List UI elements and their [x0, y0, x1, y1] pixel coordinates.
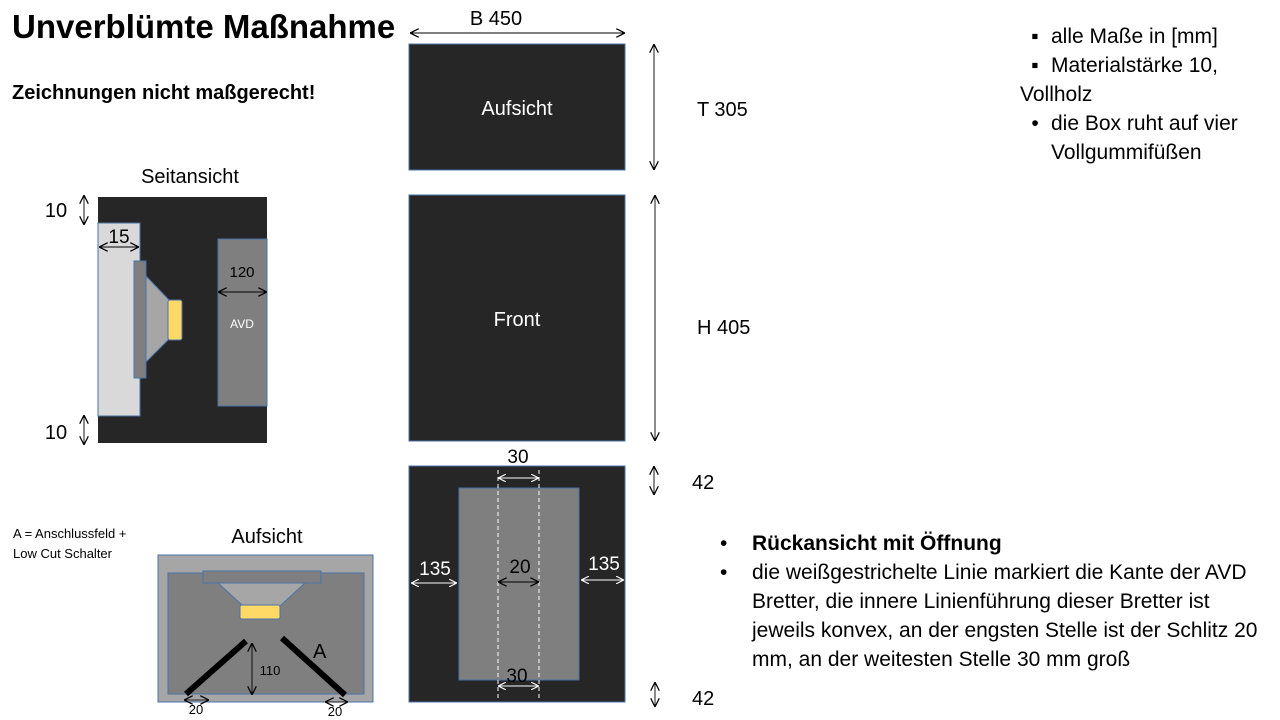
spec-note-item — [1020, 109, 1270, 167]
side-driver-dimension-label: 15 — [108, 227, 130, 248]
bottom-left-label: 20 — [188, 702, 204, 717]
bullet-icon: • — [720, 532, 728, 555]
rear-slot-top-label: 30 — [507, 447, 529, 468]
rear-right-label: 135 — [588, 554, 620, 575]
spec-note-item — [1020, 22, 1270, 51]
rear-note-text: Rückansicht mit Öffnung — [752, 532, 1002, 555]
spec-note-text: Materialstärke 10, — [1051, 54, 1218, 77]
side-avd-label: AVD — [230, 317, 254, 331]
rear-slot-mid-label: 20 — [509, 557, 531, 578]
page-title: Unverblümte Maßnahme — [12, 8, 396, 45]
rear-bottom-gap-label: 42 — [692, 688, 715, 710]
page-subtitle: Zeichnungen nicht maßgerecht! — [12, 82, 316, 104]
rear-top-gap-label: 42 — [692, 472, 715, 494]
bullet-icon: ▪ — [1031, 25, 1039, 48]
rear-left-label: 135 — [419, 559, 451, 580]
side-top-dimension-label: 10 — [44, 200, 68, 222]
legend-a: A = Anschlussfeld + Low Cut Schalter — [13, 526, 127, 561]
bullet-icon: • — [1031, 112, 1039, 135]
front-view-label: Front — [493, 309, 541, 331]
bullet-icon: • — [720, 561, 728, 584]
rear-note-text: die weißgestrichelte Linie markiert die Kante der AVD Bretter, die innere Linienführung dieser Bretter ist jeweils konvex, an der engsten Stelle ist der Schlitz 20 mm, an der weitesten Stelle 30 mm groß — [752, 561, 1258, 671]
rear-notes — [720, 529, 1260, 674]
bottom-a-label: A — [313, 641, 327, 663]
rear-note-item — [720, 558, 1260, 674]
bullet-icon: ▪ — [1031, 54, 1039, 77]
bottom-view — [158, 555, 373, 702]
spec-note-item — [1020, 51, 1270, 109]
top-view-label: Aufsicht — [481, 98, 553, 120]
bottom-view-title: Aufsicht — [231, 526, 303, 548]
bottom-driver-plate — [203, 571, 321, 583]
side-avd-dimension-label: 120 — [229, 264, 255, 281]
bottom-driver-magnet — [240, 605, 280, 619]
spec-notes — [1020, 22, 1270, 167]
front-view — [409, 195, 625, 441]
height-dimension-label: H 405 — [697, 317, 751, 339]
spec-note-wrap: Vollholz — [1020, 83, 1093, 106]
width-dimension-label: B 450 — [469, 8, 523, 30]
spec-note-text: alle Maße in [mm] — [1051, 25, 1218, 48]
rear-note-item — [720, 529, 1260, 558]
depth-dimension-label: T 305 — [697, 99, 748, 121]
side-driver-plate — [134, 261, 146, 378]
rear-opening — [459, 488, 579, 680]
side-view-title: Seitansicht — [141, 166, 239, 188]
rear-slot-bottom-label: 30 — [506, 666, 528, 687]
spec-note-text: die Box ruht auf vier Vollgummifüßen — [1051, 112, 1238, 164]
top-view — [409, 44, 625, 170]
side-bottom-dimension-label: 10 — [44, 422, 68, 444]
bottom-height-label: 110 — [259, 663, 281, 678]
bottom-right-label: 20 — [327, 704, 343, 719]
side-driver-magnet — [168, 300, 182, 340]
